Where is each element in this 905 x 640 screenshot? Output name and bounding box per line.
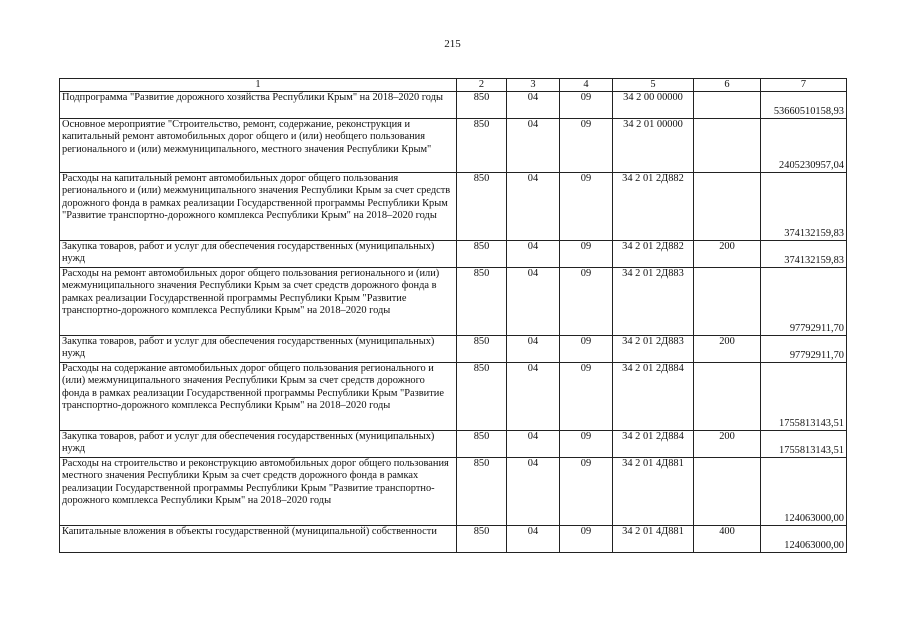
row-name: Капитальные вложения в объекты государственной (муниципальной) собственности [60,526,457,553]
row-code-2: 850 [457,241,507,268]
row-code-4: 09 [560,526,613,553]
header-col-7: 7 [761,79,847,92]
table-row [60,241,847,268]
row-code-5: 34 2 01 2Д882 [613,241,694,268]
row-code-5: 34 2 01 4Д881 [613,526,694,553]
row-code-4: 09 [560,173,613,241]
row-code-2: 850 [457,458,507,526]
row-code-2: 850 [457,268,507,336]
row-code-3: 04 [507,458,560,526]
row-code-4: 09 [560,458,613,526]
table-row [60,431,847,458]
table-row [60,119,847,173]
row-code-2: 850 [457,431,507,458]
row-code-4: 09 [560,336,613,363]
row-amount: 1755813143,51 [761,431,847,458]
row-code-2: 850 [457,336,507,363]
row-name: Подпрограмма "Развитие дорожного хозяйства Республики Крым" на 2018–2020 годы [60,92,457,119]
table-row [60,458,847,526]
row-name: Расходы на строительство и реконструкцию автомобильных дорог общего пользования местного значения Республики Крым за счет средств дорожного фонда в рамках реализации Государственной программы Республики Крым "Развитие транспортно-дорожного комплекса Республики Крым" на 2018–2020 годы [60,458,457,526]
row-amount: 374132159,83 [761,241,847,268]
table-row [60,268,847,336]
row-amount: 97792911,70 [761,336,847,363]
row-name: Закупка товаров, работ и услуг для обеспечения государственных (муниципальных) нужд [60,241,457,268]
row-code-2: 850 [457,92,507,119]
row-code-3: 04 [507,119,560,173]
row-code-2: 850 [457,173,507,241]
row-name: Основное мероприятие "Строительство, ремонт, содержание, реконструкция и капитальный ремонт автомобильных дорог общего и (или) необщего пользования регионального и (или) межмуниципального, местного значения Республики Крым" [60,119,457,173]
header-col-3: 3 [507,79,560,92]
row-code-3: 04 [507,363,560,431]
row-amount: 53660510158,93 [761,92,847,119]
header-col-5: 5 [613,79,694,92]
row-amount: 124063000,00 [761,458,847,526]
table-row [60,173,847,241]
row-code-3: 04 [507,268,560,336]
header-col-2: 2 [457,79,507,92]
row-code-3: 04 [507,526,560,553]
row-amount: 2405230957,04 [761,119,847,173]
row-code-6 [694,92,761,119]
page-number: 215 [444,38,461,50]
row-code-3: 04 [507,92,560,119]
row-code-2: 850 [457,119,507,173]
row-code-4: 09 [560,363,613,431]
row-code-6: 200 [694,336,761,363]
row-code-6: 400 [694,526,761,553]
header-col-4: 4 [560,79,613,92]
row-amount: 374132159,83 [761,173,847,241]
row-code-4: 09 [560,92,613,119]
row-code-6: 200 [694,241,761,268]
row-code-4: 09 [560,431,613,458]
row-name: Закупка товаров, работ и услуг для обеспечения государственных (муниципальных) нужд [60,336,457,363]
row-code-4: 09 [560,268,613,336]
row-code-5: 34 2 01 2Д882 [613,173,694,241]
row-code-5: 34 2 01 4Д881 [613,458,694,526]
row-code-4: 09 [560,119,613,173]
row-code-5: 34 2 00 00000 [613,92,694,119]
budget-table [59,78,847,553]
row-name: Расходы на капитальный ремонт автомобильных дорог общего пользования регионального и (или) межмуниципального значения Республики Крым за счет средств дорожного фонда в рамках реализации Государственной программы Республики Крым "Развитие транспортно-дорожного комплекса Республики Крым" на 2018–2020 годы [60,173,457,241]
row-code-3: 04 [507,241,560,268]
row-code-4: 09 [560,241,613,268]
row-code-5: 34 2 01 2Д884 [613,431,694,458]
table-row [60,336,847,363]
row-amount: 97792911,70 [761,268,847,336]
row-code-2: 850 [457,526,507,553]
row-code-5: 34 2 01 00000 [613,119,694,173]
table-row [60,92,847,119]
row-amount: 1755813143,51 [761,363,847,431]
row-code-3: 04 [507,173,560,241]
row-code-5: 34 2 01 2Д884 [613,363,694,431]
row-amount: 124063000,00 [761,526,847,553]
row-name: Расходы на ремонт автомобильных дорог общего пользования регионального и (или) межмуниципального значения Республики Крым за счет средств дорожного фонда в рамках реализации Государственной программы Республики Крым "Развитие транспортно-дорожного комплекса Республики Крым" на 2018–2020 годы [60,268,457,336]
table-row [60,363,847,431]
row-code-3: 04 [507,431,560,458]
header-col-6: 6 [694,79,761,92]
row-name: Закупка товаров, работ и услуг для обеспечения государственных (муниципальных) нужд [60,431,457,458]
row-code-6 [694,268,761,336]
row-name: Расходы на содержание автомобильных дорог общего пользования регионального и (или) межмуниципального значения Республики Крым за счет средств дорожного фонда в рамках реализации Государственной программы Республики Крым "Развитие транспортно-дорожного комплекса Республики Крым" на 2018–2020 годы [60,363,457,431]
row-code-6 [694,458,761,526]
row-code-6 [694,119,761,173]
row-code-5: 34 2 01 2Д883 [613,336,694,363]
row-code-5: 34 2 01 2Д883 [613,268,694,336]
row-code-6 [694,173,761,241]
row-code-6: 200 [694,431,761,458]
row-code-3: 04 [507,336,560,363]
table-row [60,526,847,553]
header-row [60,79,847,92]
row-code-2: 850 [457,363,507,431]
row-code-6 [694,363,761,431]
header-col-1: 1 [60,79,457,92]
